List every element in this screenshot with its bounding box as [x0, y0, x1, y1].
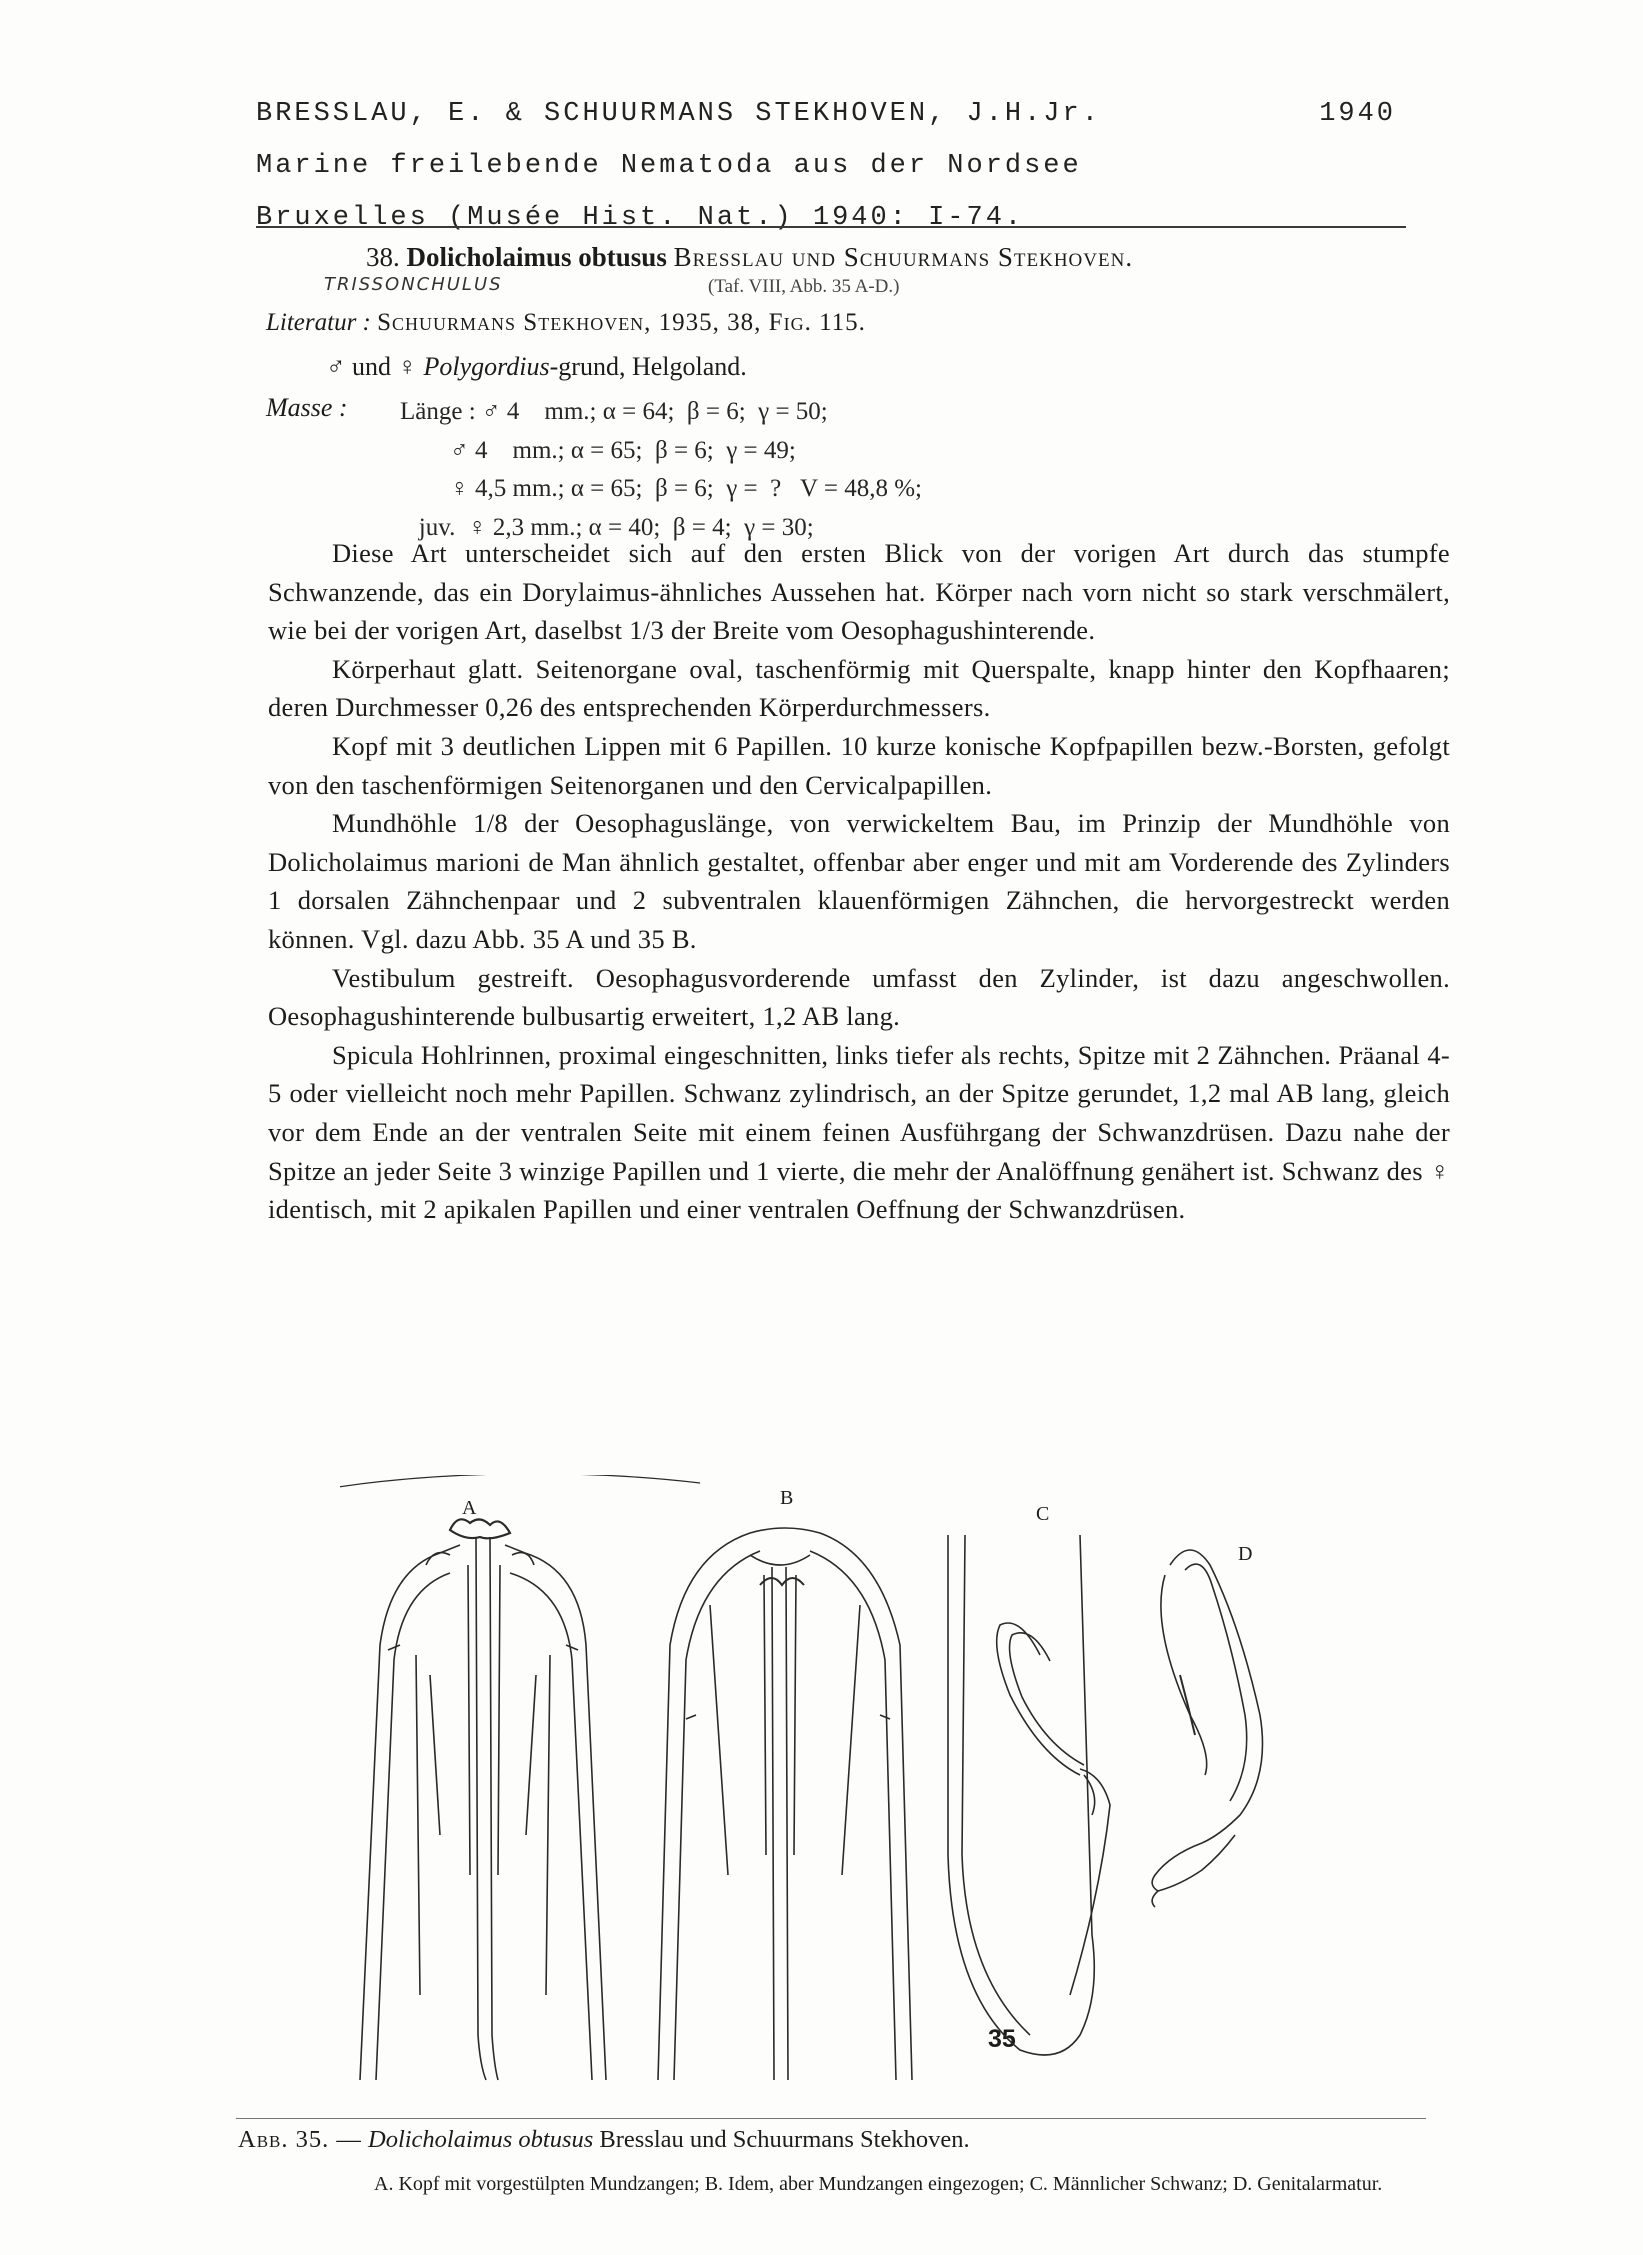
- panel-label-d: D: [1238, 1543, 1253, 1565]
- caption-authors: Bresslau und Schuurmans Stekhoven.: [599, 2126, 970, 2153]
- paragraph-spicula: Spicula Hohlrinnen, proximal eingeschnitten, links tiefer als rechts, Spitze mit 2 Zähnchen. Präanal 4-5 oder vielleicht noch mehr Papillen. Schwanz zylindrisch, an der Spitze gerundet, 1,2 mal AB lang, gleich vor dem Ende an der ventralen Seite mit einem feinen Ausführgang der Schwanzdrüsen. Dazu nahe der Spitze an jeder Seite 3 winzige Papillen und 1 vierte, die mehr der Analöffnung genähert ist. Schwanz des ♀ identisch, mit 2 apikalen Papillen und einer ventralen Oeffnung der Schwanzdrüsen.: [268, 1039, 1450, 1225]
- paragraph-oesophagus: Vestibulum gestreift. Oesophagusvorderende umfasst den Zylinder, ist dazu angeschwollen. Oesophagushinterende bulbusartig erweitert, 1,2 AB lang.: [268, 962, 1450, 1032]
- figure-number: 35: [988, 2025, 1016, 2053]
- citation-header: [256, 88, 1396, 244]
- citation-source: Bruxelles (Musée Hist. Nat.) 1940: I-74.: [256, 203, 1025, 233]
- species-name: Dolicholaimus obtusus: [406, 242, 667, 272]
- panel-label-b: B: [780, 1487, 794, 1509]
- paragraph-cuticle: Körperhaut glatt. Seitenorgane oval, taschenförmig mit Querspalte, knapp hinter den Kopfhaaren; deren Durchmesser 0,26 des entsprechenden Körperdurchmessers.: [268, 653, 1450, 723]
- caption-abb: Abb. 35. —: [238, 2126, 362, 2153]
- species-heading: [256, 240, 1456, 342]
- locality-rest: -grund, Helgoland.: [549, 352, 747, 381]
- measurement-row: Länge : ♂ 4 mm.; α = 64; β = 6; γ = 50;: [400, 398, 828, 425]
- panel-d-drawing: [1152, 1550, 1262, 1907]
- citation-year: 1940: [1319, 99, 1396, 129]
- literature-line: [266, 304, 1456, 342]
- measurement-row: ♀ 4,5 mm.; α = 65; β = 6; γ = ? V = 48,8 %;: [400, 475, 922, 502]
- citation-authors: BRESSLAU, E. & SCHUURMANS STEKHOVEN, J.H.Jr.: [256, 99, 1101, 129]
- panel-label-a: A: [462, 1497, 477, 1519]
- figure-35: [340, 1475, 1440, 2085]
- locality-italic: Polygordius: [423, 352, 550, 381]
- literature-reference: Schuurmans Stekhoven, 1935, 38, Fig. 115.: [377, 309, 866, 336]
- measurement-row: juv. ♀ 2,3 mm.; α = 40; β = 4; γ = 30;: [400, 513, 814, 541]
- description-body: [268, 534, 1450, 1229]
- species-authority: Bresslau und Schuurmans Stekhoven.: [673, 242, 1134, 272]
- literature-label: Literatur :: [266, 309, 371, 336]
- figure-caption: [238, 2122, 1418, 2198]
- panel-a-drawing: [340, 1475, 700, 2080]
- caption-divider: [236, 2118, 1426, 2119]
- locality-line: [326, 352, 747, 382]
- panel-c-drawing: [948, 1535, 1110, 2055]
- panel-b-drawing: [658, 1528, 912, 2080]
- species-subline: [256, 274, 1456, 304]
- paragraph-mouth: Mundhöhle 1/8 der Oesophaguslänge, von verwickeltem Bau, im Prinzip der Mundhöhle von Dolicholaimus marioni de Man ähnlich gestaltet, offenbar aber enger und mit am Vorderende des Zylinders 1 dorsalen Zähnchenpaar und 2 subventralen klauenförmigen Zähnchen, die hervorgestreckt werden können. Vgl. dazu Abb. 35 A und 35 B.: [268, 808, 1450, 954]
- species-title: [366, 240, 1456, 274]
- caption-title: [238, 2122, 1418, 2158]
- locality-sex: ♂ und ♀: [326, 352, 417, 381]
- measurements-label: Masse :: [266, 393, 348, 422]
- paragraph-head: Kopf mit 3 deutlichen Lippen mit 6 Papillen. 10 kurze konische Kopfpapillen bezw.-Borsten, gefolgt von den taschenförmigen Seitenorganen und den Cervicalpapillen.: [268, 730, 1450, 800]
- figure-drawing: [340, 1475, 1440, 2085]
- header-divider: [256, 226, 1406, 228]
- measurements-table: [400, 393, 922, 547]
- plate-reference: (Taf. VIII, Abb. 35 A-D.): [708, 276, 900, 297]
- species-number: 38.: [366, 242, 400, 272]
- measurement-row: ♂ 4 mm.; α = 65; β = 6; γ = 49;: [400, 436, 796, 464]
- citation-authors-line: [256, 88, 1396, 140]
- citation-title: Marine freilebende Nematoda aus der Nordsee: [256, 151, 1082, 181]
- paragraph-habitus: Diese Art unterscheidet sich auf den ersten Blick von der vorigen Art durch das stumpfe Schwanzende, das ein Dorylaimus-ähnliches Aussehen hat. Körper nach vorn nicht so stark verschmälert, wie bei der vorigen Art, daselbst 1/3 der Breite vom Oesophagushinterende.: [268, 538, 1450, 646]
- panel-label-c: C: [1036, 1503, 1050, 1525]
- caption-species: Dolicholaimus obtusus: [368, 2126, 594, 2153]
- caption-legend: A. Kopf mit vorgestülpten Mundzangen; B. Idem, aber Mundzangen eingezogen; C. Männlicher Schwanz; D. Genitalarmatur.: [374, 2173, 1383, 2195]
- handwritten-annotation: TRISSONCHULUS: [324, 274, 503, 295]
